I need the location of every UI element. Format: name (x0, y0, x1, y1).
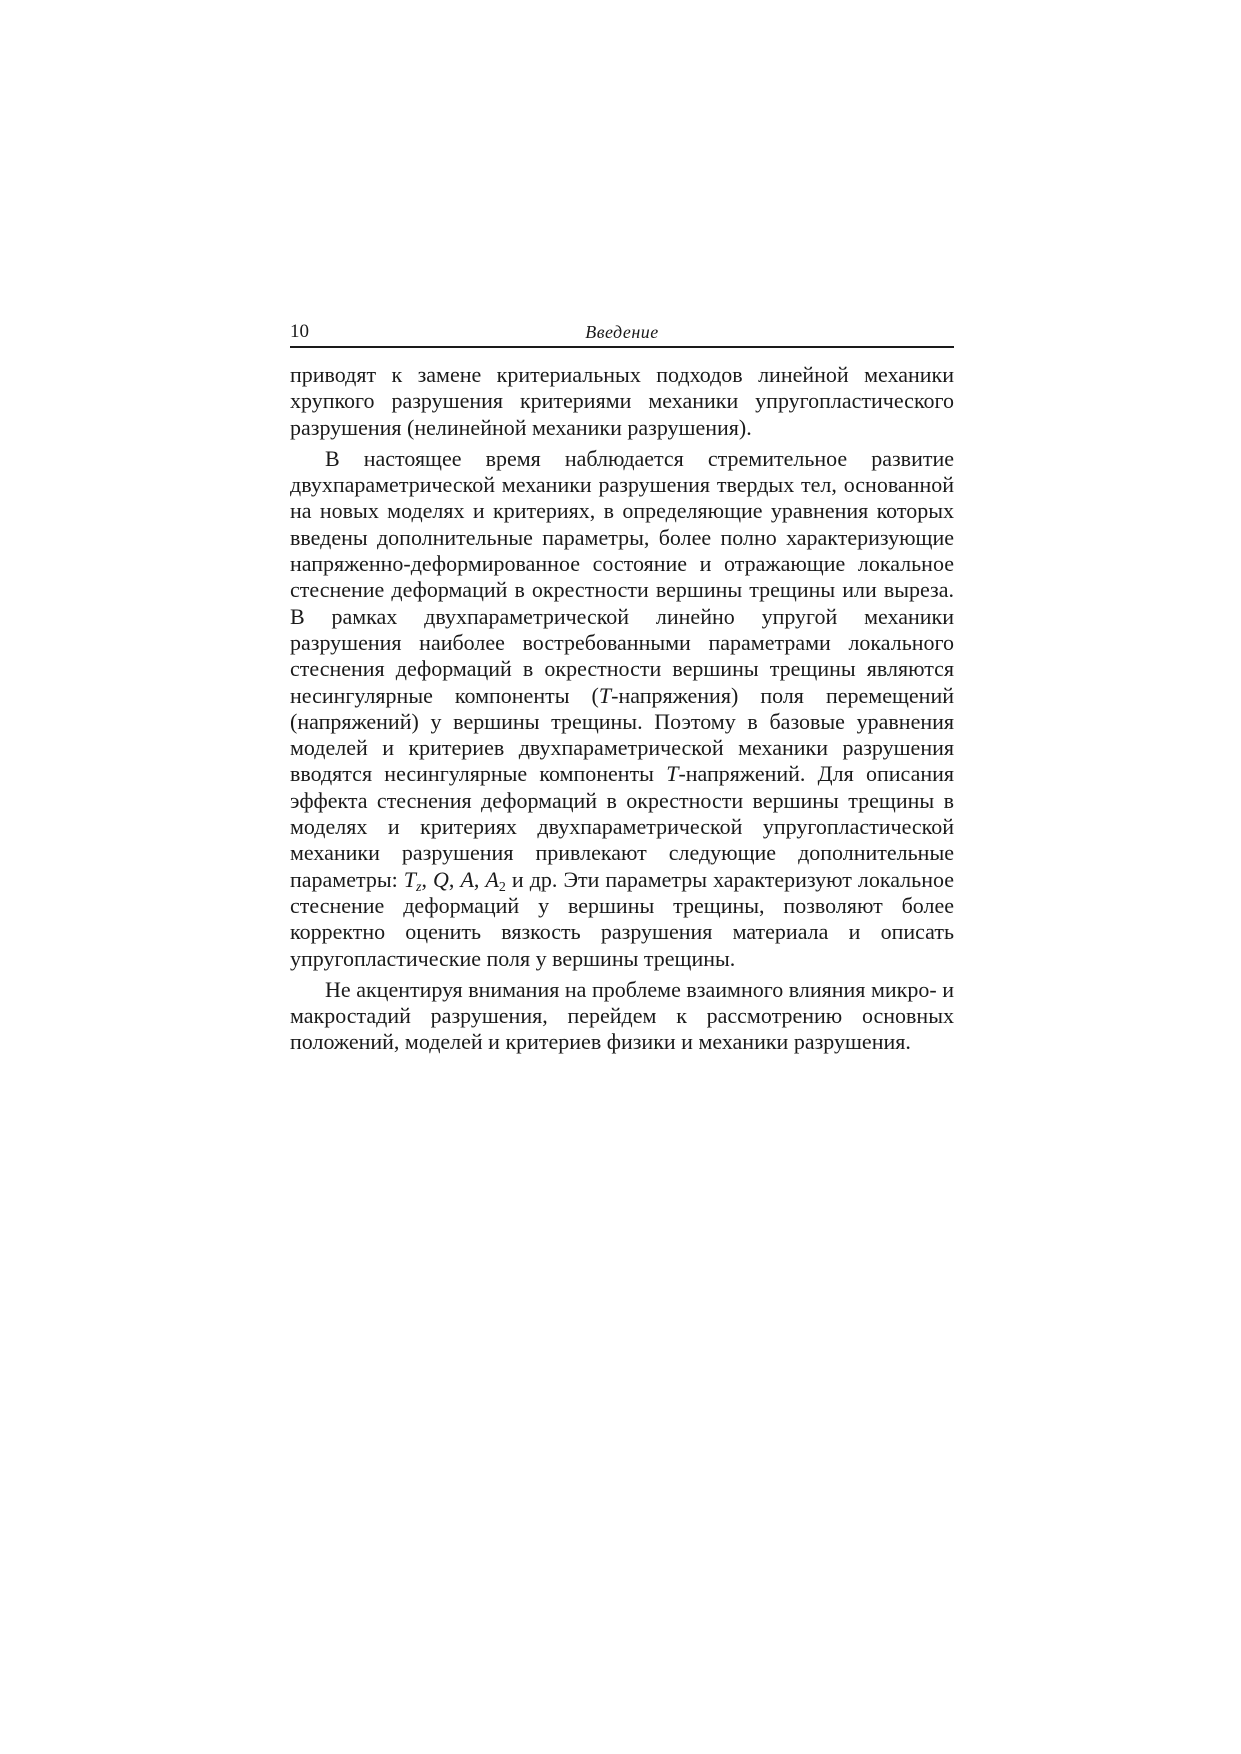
running-title: Введение (585, 322, 659, 342)
page-number: 10 (290, 321, 309, 342)
math-A2-subscript: 2 (498, 879, 506, 895)
paragraph-2 (290, 446, 954, 972)
math-Q: Q (433, 866, 449, 892)
math-A: A (460, 866, 474, 892)
math-T: T (598, 682, 612, 708)
page-header (290, 320, 954, 348)
paragraph-2-part-b: -напряжения) поля перемещений (напряжений) у вершины трещины. Поэтому в базовые уравнения моделей и критериев двухпараметрической механики разрушения вводятся несингулярные компоненты (290, 682, 954, 787)
paragraph-2-part-c: -напряжений. Для описания эффекта стеснения деформаций в окрестности вершины трещины в моделях и критериях двухпараметрической упругопластической механики разрушения привлекают следующие дополнительные параметры: (290, 761, 954, 892)
math-A2-base: A (485, 866, 499, 892)
math-A2 (485, 866, 506, 895)
paragraph-1: приводят к замене критериальных подходов линейной механики хрупкого разрушения критериями механики упругопластического разрушения (нелинейной механики разрушения). (290, 362, 954, 440)
math-Tz-subscript: z (416, 879, 422, 895)
body-text (290, 362, 954, 1061)
paragraph-2-part-d: и др. Эти параметры характеризуют локальное стеснение деформаций у вершины трещины, позволяют более корректно оценить вязкость разрушения материала и описать упругопластические поля у вершины трещины. (290, 866, 954, 971)
separator: , (421, 866, 434, 892)
separator: , (473, 866, 486, 892)
math-T: T (666, 761, 679, 787)
math-Tz-base: T (403, 866, 417, 892)
math-Tz (403, 866, 422, 895)
paragraph-3: Не акцентируя внимания на проблеме взаимного влияния микро- и макростадий разрушения, перейдем к рассмотрению основных положений, моделей и критериев физики и механики разрушения. (290, 976, 954, 1055)
paragraph-2-part-a: В настоящее время наблюдается стремительное развитие двухпараметрической механики разрушения твердых тел, основанной на новых моделях и критериях, в определяющие уравнения которых введены дополнительные параметры, более полно характеризующие напряженно-деформированное состояние и отражающие локальное стеснение деформаций в окрестности вершины трещины или выреза. В рамках двухпараметрической линейно упругой механики разрушения наиболее востребованными параметрами локального стеснения деформаций в окрестности вершины трещины являются несингулярные компоненты ( (290, 445, 954, 708)
separator: , (448, 866, 461, 892)
